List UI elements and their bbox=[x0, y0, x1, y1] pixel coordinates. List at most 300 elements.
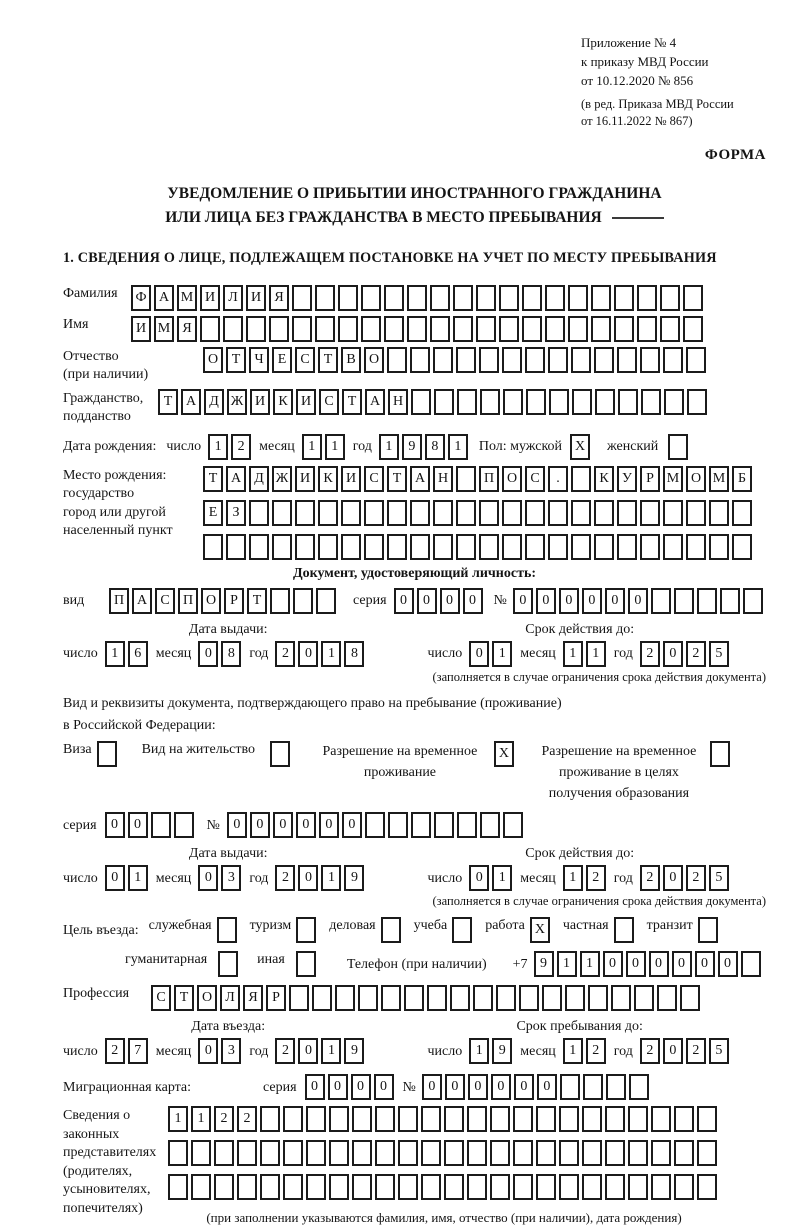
cell[interactable] bbox=[404, 985, 424, 1011]
cell[interactable] bbox=[364, 500, 384, 526]
cell[interactable] bbox=[686, 347, 706, 373]
cell[interactable]: Р bbox=[224, 588, 244, 614]
cell[interactable]: 2 bbox=[640, 641, 660, 667]
residence-valid-year-cells[interactable] bbox=[640, 865, 732, 891]
cell[interactable] bbox=[525, 500, 545, 526]
cell[interactable] bbox=[388, 812, 408, 838]
cell[interactable] bbox=[306, 1174, 326, 1200]
cell[interactable] bbox=[296, 951, 316, 977]
cell[interactable]: 6 bbox=[128, 641, 148, 667]
cell[interactable]: 0 bbox=[305, 1074, 325, 1100]
cell[interactable] bbox=[519, 985, 539, 1011]
cell[interactable]: 1 bbox=[492, 641, 512, 667]
cell[interactable] bbox=[513, 1140, 533, 1166]
cell[interactable] bbox=[151, 812, 171, 838]
cell[interactable] bbox=[594, 534, 614, 560]
doc-series-cells[interactable] bbox=[394, 588, 486, 614]
cell[interactable] bbox=[381, 917, 401, 943]
cell[interactable] bbox=[407, 316, 427, 342]
cell[interactable] bbox=[398, 1174, 418, 1200]
cell[interactable] bbox=[480, 812, 500, 838]
cell[interactable]: 2 bbox=[105, 1038, 125, 1064]
cell[interactable]: 1 bbox=[557, 951, 577, 977]
cell[interactable] bbox=[421, 1140, 441, 1166]
cell[interactable] bbox=[526, 389, 546, 415]
cell[interactable]: 0 bbox=[514, 1074, 534, 1100]
stay-month-cells[interactable] bbox=[563, 1038, 609, 1064]
cell[interactable] bbox=[651, 1174, 671, 1200]
cell[interactable]: Я bbox=[269, 285, 289, 311]
cell[interactable]: 0 bbox=[491, 1074, 511, 1100]
cell[interactable] bbox=[605, 1106, 625, 1132]
cell[interactable]: 0 bbox=[463, 588, 483, 614]
cell[interactable] bbox=[456, 466, 476, 492]
doc-type-cells[interactable] bbox=[109, 588, 339, 614]
cell[interactable] bbox=[260, 1174, 280, 1200]
cell[interactable] bbox=[479, 534, 499, 560]
cell[interactable]: 1 bbox=[302, 434, 322, 460]
cell[interactable] bbox=[237, 1140, 257, 1166]
cell[interactable] bbox=[595, 389, 615, 415]
stay-year-cells[interactable] bbox=[640, 1038, 732, 1064]
cell[interactable]: 0 bbox=[422, 1074, 442, 1100]
cell[interactable] bbox=[296, 917, 316, 943]
cell[interactable]: Я bbox=[243, 985, 263, 1011]
cell[interactable] bbox=[335, 985, 355, 1011]
representatives-row1-cells[interactable] bbox=[168, 1106, 720, 1132]
cell[interactable] bbox=[710, 741, 730, 767]
cell[interactable]: 2 bbox=[686, 1038, 706, 1064]
cell[interactable]: 1 bbox=[563, 641, 583, 667]
cell[interactable] bbox=[283, 1140, 303, 1166]
residence-valid-day-cells[interactable] bbox=[469, 865, 515, 891]
cell[interactable]: Т bbox=[342, 389, 362, 415]
cell[interactable]: 1 bbox=[321, 1038, 341, 1064]
cell[interactable]: X bbox=[494, 741, 514, 767]
cell[interactable] bbox=[663, 347, 683, 373]
cell[interactable]: 1 bbox=[321, 865, 341, 891]
cell[interactable] bbox=[502, 347, 522, 373]
cell[interactable]: 9 bbox=[534, 951, 554, 977]
cell[interactable] bbox=[614, 316, 634, 342]
cell[interactable] bbox=[456, 500, 476, 526]
cell[interactable]: 9 bbox=[344, 1038, 364, 1064]
cell[interactable] bbox=[318, 500, 338, 526]
cell[interactable]: 0 bbox=[440, 588, 460, 614]
cell[interactable] bbox=[315, 285, 335, 311]
cell[interactable] bbox=[606, 1074, 626, 1100]
entry-month-cells[interactable] bbox=[198, 1038, 244, 1064]
cell[interactable]: И bbox=[131, 316, 151, 342]
cell[interactable] bbox=[434, 812, 454, 838]
cell[interactable]: Л bbox=[220, 985, 240, 1011]
cell[interactable] bbox=[664, 389, 684, 415]
cell[interactable] bbox=[329, 1174, 349, 1200]
cell[interactable]: 0 bbox=[649, 951, 669, 977]
cell[interactable] bbox=[651, 1106, 671, 1132]
cell[interactable] bbox=[582, 1106, 602, 1132]
cell[interactable]: С bbox=[319, 389, 339, 415]
cell[interactable]: С bbox=[364, 466, 384, 492]
cell[interactable]: 0 bbox=[328, 1074, 348, 1100]
cell[interactable] bbox=[341, 534, 361, 560]
cell[interactable] bbox=[338, 285, 358, 311]
cell[interactable] bbox=[628, 1106, 648, 1132]
cell[interactable]: 0 bbox=[605, 588, 625, 614]
cell[interactable]: 3 bbox=[221, 1038, 241, 1064]
cell[interactable]: Ж bbox=[227, 389, 247, 415]
cell[interactable] bbox=[341, 500, 361, 526]
cell[interactable] bbox=[565, 985, 585, 1011]
cell[interactable]: 0 bbox=[468, 1074, 488, 1100]
cell[interactable]: 0 bbox=[513, 588, 533, 614]
cell[interactable] bbox=[628, 1140, 648, 1166]
cell[interactable]: 1 bbox=[448, 434, 468, 460]
cell[interactable] bbox=[237, 1174, 257, 1200]
cell[interactable] bbox=[709, 500, 729, 526]
cell[interactable] bbox=[588, 985, 608, 1011]
cell[interactable]: 0 bbox=[603, 951, 623, 977]
cell[interactable]: Ф bbox=[131, 285, 151, 311]
cell[interactable]: А bbox=[181, 389, 201, 415]
cell[interactable]: Т bbox=[387, 466, 407, 492]
cell[interactable]: 0 bbox=[351, 1074, 371, 1100]
cell[interactable] bbox=[316, 588, 336, 614]
cell[interactable] bbox=[272, 500, 292, 526]
cell[interactable] bbox=[674, 588, 694, 614]
cell[interactable] bbox=[453, 316, 473, 342]
cell[interactable]: З bbox=[226, 500, 246, 526]
residence-permit-checkbox[interactable] bbox=[270, 741, 293, 767]
cell[interactable] bbox=[375, 1174, 395, 1200]
cell[interactable]: 1 bbox=[563, 865, 583, 891]
cell[interactable] bbox=[611, 985, 631, 1011]
profession-cells[interactable] bbox=[151, 985, 703, 1011]
cell[interactable] bbox=[499, 285, 519, 311]
cell[interactable]: 1 bbox=[563, 1038, 583, 1064]
cell[interactable]: 0 bbox=[537, 1074, 557, 1100]
cell[interactable]: 2 bbox=[640, 1038, 660, 1064]
cell[interactable] bbox=[270, 741, 290, 767]
cell[interactable]: 1 bbox=[191, 1106, 211, 1132]
cell[interactable]: 9 bbox=[344, 865, 364, 891]
cell[interactable]: 5 bbox=[709, 865, 729, 891]
cell[interactable] bbox=[411, 389, 431, 415]
cell[interactable] bbox=[191, 1140, 211, 1166]
cell[interactable]: 2 bbox=[237, 1106, 257, 1132]
cell[interactable] bbox=[560, 1074, 580, 1100]
citizenship-cells[interactable] bbox=[158, 389, 710, 415]
cell[interactable]: 0 bbox=[198, 641, 218, 667]
entry-year-cells[interactable] bbox=[275, 1038, 367, 1064]
cell[interactable]: 0 bbox=[198, 1038, 218, 1064]
cell[interactable] bbox=[490, 1140, 510, 1166]
tourism-checkbox[interactable] bbox=[296, 917, 319, 943]
cell[interactable]: В bbox=[341, 347, 361, 373]
patronymic-cells[interactable] bbox=[203, 347, 709, 373]
cell[interactable]: 0 bbox=[298, 865, 318, 891]
residence-valid-month-cells[interactable] bbox=[563, 865, 609, 891]
cell[interactable] bbox=[651, 588, 671, 614]
cell[interactable]: О bbox=[686, 466, 706, 492]
female-checkbox[interactable] bbox=[668, 434, 691, 460]
cell[interactable]: 8 bbox=[344, 641, 364, 667]
cell[interactable]: 7 bbox=[128, 1038, 148, 1064]
cell[interactable] bbox=[292, 285, 312, 311]
cell[interactable] bbox=[499, 316, 519, 342]
residence-series-cells[interactable] bbox=[105, 812, 197, 838]
cell[interactable] bbox=[479, 500, 499, 526]
cell[interactable] bbox=[421, 1174, 441, 1200]
cell[interactable]: О bbox=[203, 347, 223, 373]
cell[interactable]: Т bbox=[318, 347, 338, 373]
cell[interactable] bbox=[479, 347, 499, 373]
cell[interactable] bbox=[292, 316, 312, 342]
cell[interactable] bbox=[352, 1106, 372, 1132]
cell[interactable] bbox=[683, 316, 703, 342]
cell[interactable] bbox=[272, 534, 292, 560]
doc-number-cells[interactable] bbox=[513, 588, 766, 614]
cell[interactable] bbox=[452, 917, 472, 943]
cell[interactable]: 0 bbox=[250, 812, 270, 838]
cell[interactable] bbox=[364, 534, 384, 560]
cell[interactable] bbox=[503, 812, 523, 838]
surname-cells[interactable] bbox=[131, 285, 706, 311]
cell[interactable] bbox=[697, 1140, 717, 1166]
cell[interactable]: Т bbox=[174, 985, 194, 1011]
official-checkbox[interactable] bbox=[217, 917, 240, 943]
work-checkbox[interactable] bbox=[530, 917, 553, 943]
cell[interactable] bbox=[421, 1106, 441, 1132]
cell[interactable] bbox=[618, 389, 638, 415]
cell[interactable] bbox=[525, 347, 545, 373]
cell[interactable] bbox=[502, 534, 522, 560]
cell[interactable]: 2 bbox=[275, 865, 295, 891]
cell[interactable] bbox=[191, 1174, 211, 1200]
cell[interactable] bbox=[629, 1074, 649, 1100]
cell[interactable] bbox=[720, 588, 740, 614]
cell[interactable] bbox=[542, 985, 562, 1011]
representatives-row3-cells[interactable] bbox=[168, 1174, 720, 1200]
cell[interactable]: М bbox=[154, 316, 174, 342]
visa-checkbox[interactable] bbox=[97, 741, 120, 767]
cell[interactable]: 0 bbox=[198, 865, 218, 891]
private-checkbox[interactable] bbox=[614, 917, 637, 943]
cell[interactable] bbox=[496, 985, 516, 1011]
cell[interactable]: 1 bbox=[321, 641, 341, 667]
cell[interactable] bbox=[467, 1174, 487, 1200]
cell[interactable] bbox=[617, 534, 637, 560]
cell[interactable] bbox=[407, 285, 427, 311]
cell[interactable] bbox=[467, 1106, 487, 1132]
cell[interactable] bbox=[583, 1074, 603, 1100]
cell[interactable]: А bbox=[132, 588, 152, 614]
cell[interactable] bbox=[591, 285, 611, 311]
issue-day-cells[interactable] bbox=[105, 641, 151, 667]
cell[interactable] bbox=[283, 1106, 303, 1132]
cell[interactable]: А bbox=[226, 466, 246, 492]
cell[interactable] bbox=[270, 588, 290, 614]
cell[interactable] bbox=[283, 1174, 303, 1200]
cell[interactable] bbox=[361, 316, 381, 342]
birth-place-row3-cells[interactable] bbox=[203, 534, 755, 560]
cell[interactable] bbox=[480, 389, 500, 415]
residence-issue-year-cells[interactable] bbox=[275, 865, 367, 891]
cell[interactable] bbox=[457, 389, 477, 415]
cell[interactable] bbox=[591, 316, 611, 342]
business-checkbox[interactable] bbox=[381, 917, 404, 943]
cell[interactable]: П bbox=[178, 588, 198, 614]
cell[interactable] bbox=[168, 1140, 188, 1166]
cell[interactable] bbox=[269, 316, 289, 342]
cell[interactable]: . bbox=[548, 466, 568, 492]
cell[interactable] bbox=[352, 1140, 372, 1166]
valid-month-cells[interactable] bbox=[563, 641, 609, 667]
cell[interactable]: 2 bbox=[231, 434, 251, 460]
study-checkbox[interactable] bbox=[452, 917, 475, 943]
cell[interactable] bbox=[605, 1174, 625, 1200]
cell[interactable] bbox=[548, 500, 568, 526]
cell[interactable] bbox=[732, 500, 752, 526]
cell[interactable] bbox=[214, 1174, 234, 1200]
cell[interactable]: 0 bbox=[663, 641, 683, 667]
issue-year-cells[interactable] bbox=[275, 641, 367, 667]
cell[interactable] bbox=[572, 389, 592, 415]
cell[interactable]: Т bbox=[158, 389, 178, 415]
cell[interactable] bbox=[680, 985, 700, 1011]
cell[interactable] bbox=[617, 500, 637, 526]
cell[interactable] bbox=[640, 347, 660, 373]
cell[interactable]: П bbox=[109, 588, 129, 614]
cell[interactable] bbox=[97, 741, 117, 767]
cell[interactable]: 8 bbox=[425, 434, 445, 460]
cell[interactable]: 0 bbox=[469, 641, 489, 667]
cell[interactable] bbox=[410, 534, 430, 560]
cell[interactable] bbox=[686, 534, 706, 560]
birth-month-cells[interactable] bbox=[302, 434, 348, 460]
cell[interactable] bbox=[375, 1140, 395, 1166]
cell[interactable] bbox=[698, 917, 718, 943]
cell[interactable] bbox=[168, 1174, 188, 1200]
birth-day-cells[interactable] bbox=[208, 434, 254, 460]
cell[interactable] bbox=[628, 1174, 648, 1200]
cell[interactable] bbox=[433, 347, 453, 373]
cell[interactable]: О bbox=[502, 466, 522, 492]
cell[interactable]: 1 bbox=[105, 641, 125, 667]
cell[interactable] bbox=[430, 285, 450, 311]
cell[interactable] bbox=[697, 1106, 717, 1132]
cell[interactable] bbox=[559, 1106, 579, 1132]
cell[interactable] bbox=[444, 1174, 464, 1200]
cell[interactable] bbox=[430, 316, 450, 342]
cell[interactable] bbox=[582, 1174, 602, 1200]
valid-day-cells[interactable] bbox=[469, 641, 515, 667]
cell[interactable]: 1 bbox=[469, 1038, 489, 1064]
cell[interactable] bbox=[568, 285, 588, 311]
cell[interactable] bbox=[433, 500, 453, 526]
cell[interactable]: 9 bbox=[402, 434, 422, 460]
cell[interactable]: И bbox=[246, 285, 266, 311]
cell[interactable] bbox=[637, 285, 657, 311]
cell[interactable] bbox=[637, 316, 657, 342]
cell[interactable] bbox=[318, 534, 338, 560]
cell[interactable] bbox=[427, 985, 447, 1011]
cell[interactable] bbox=[200, 316, 220, 342]
cell[interactable] bbox=[203, 534, 223, 560]
cell[interactable] bbox=[571, 500, 591, 526]
cell[interactable]: 2 bbox=[640, 865, 660, 891]
cell[interactable]: 1 bbox=[580, 951, 600, 977]
cell[interactable]: П bbox=[479, 466, 499, 492]
cell[interactable] bbox=[249, 534, 269, 560]
cell[interactable] bbox=[381, 985, 401, 1011]
cell[interactable] bbox=[456, 534, 476, 560]
cell[interactable] bbox=[545, 285, 565, 311]
cell[interactable]: Е bbox=[203, 500, 223, 526]
cell[interactable]: X bbox=[570, 434, 590, 460]
cell[interactable] bbox=[387, 534, 407, 560]
cell[interactable] bbox=[295, 534, 315, 560]
cell[interactable]: 2 bbox=[214, 1106, 234, 1132]
cell[interactable] bbox=[732, 534, 752, 560]
migration-series-cells[interactable] bbox=[305, 1074, 397, 1100]
cell[interactable]: Д bbox=[249, 466, 269, 492]
cell[interactable] bbox=[295, 500, 315, 526]
cell[interactable] bbox=[641, 389, 661, 415]
cell[interactable]: Т bbox=[247, 588, 267, 614]
cell[interactable] bbox=[594, 500, 614, 526]
residence-number-cells[interactable] bbox=[227, 812, 526, 838]
residence-issue-day-cells[interactable] bbox=[105, 865, 151, 891]
cell[interactable] bbox=[329, 1106, 349, 1132]
cell[interactable] bbox=[476, 285, 496, 311]
cell[interactable]: 0 bbox=[718, 951, 738, 977]
cell[interactable]: 0 bbox=[296, 812, 316, 838]
cell[interactable]: 2 bbox=[586, 865, 606, 891]
cell[interactable]: Р bbox=[640, 466, 660, 492]
cell[interactable] bbox=[398, 1106, 418, 1132]
cell[interactable]: 8 bbox=[221, 641, 241, 667]
cell[interactable] bbox=[490, 1174, 510, 1200]
cell[interactable]: 0 bbox=[105, 812, 125, 838]
cell[interactable]: М bbox=[663, 466, 683, 492]
cell[interactable]: 1 bbox=[379, 434, 399, 460]
cell[interactable] bbox=[375, 1106, 395, 1132]
cell[interactable] bbox=[352, 1174, 372, 1200]
cell[interactable]: 1 bbox=[208, 434, 228, 460]
cell[interactable] bbox=[387, 500, 407, 526]
cell[interactable] bbox=[668, 434, 688, 460]
cell[interactable] bbox=[433, 534, 453, 560]
cell[interactable] bbox=[743, 588, 763, 614]
cell[interactable]: Ч bbox=[249, 347, 269, 373]
cell[interactable]: Я bbox=[177, 316, 197, 342]
cell[interactable] bbox=[306, 1140, 326, 1166]
cell[interactable] bbox=[361, 285, 381, 311]
cell[interactable]: 2 bbox=[686, 865, 706, 891]
cell[interactable] bbox=[559, 1174, 579, 1200]
cell[interactable]: О bbox=[364, 347, 384, 373]
cell[interactable] bbox=[453, 285, 473, 311]
cell[interactable]: 2 bbox=[275, 641, 295, 667]
cell[interactable] bbox=[410, 347, 430, 373]
cell[interactable] bbox=[548, 534, 568, 560]
cell[interactable]: 0 bbox=[227, 812, 247, 838]
cell[interactable]: М bbox=[709, 466, 729, 492]
cell[interactable]: 0 bbox=[582, 588, 602, 614]
cell[interactable] bbox=[223, 316, 243, 342]
male-checkbox[interactable] bbox=[570, 434, 593, 460]
